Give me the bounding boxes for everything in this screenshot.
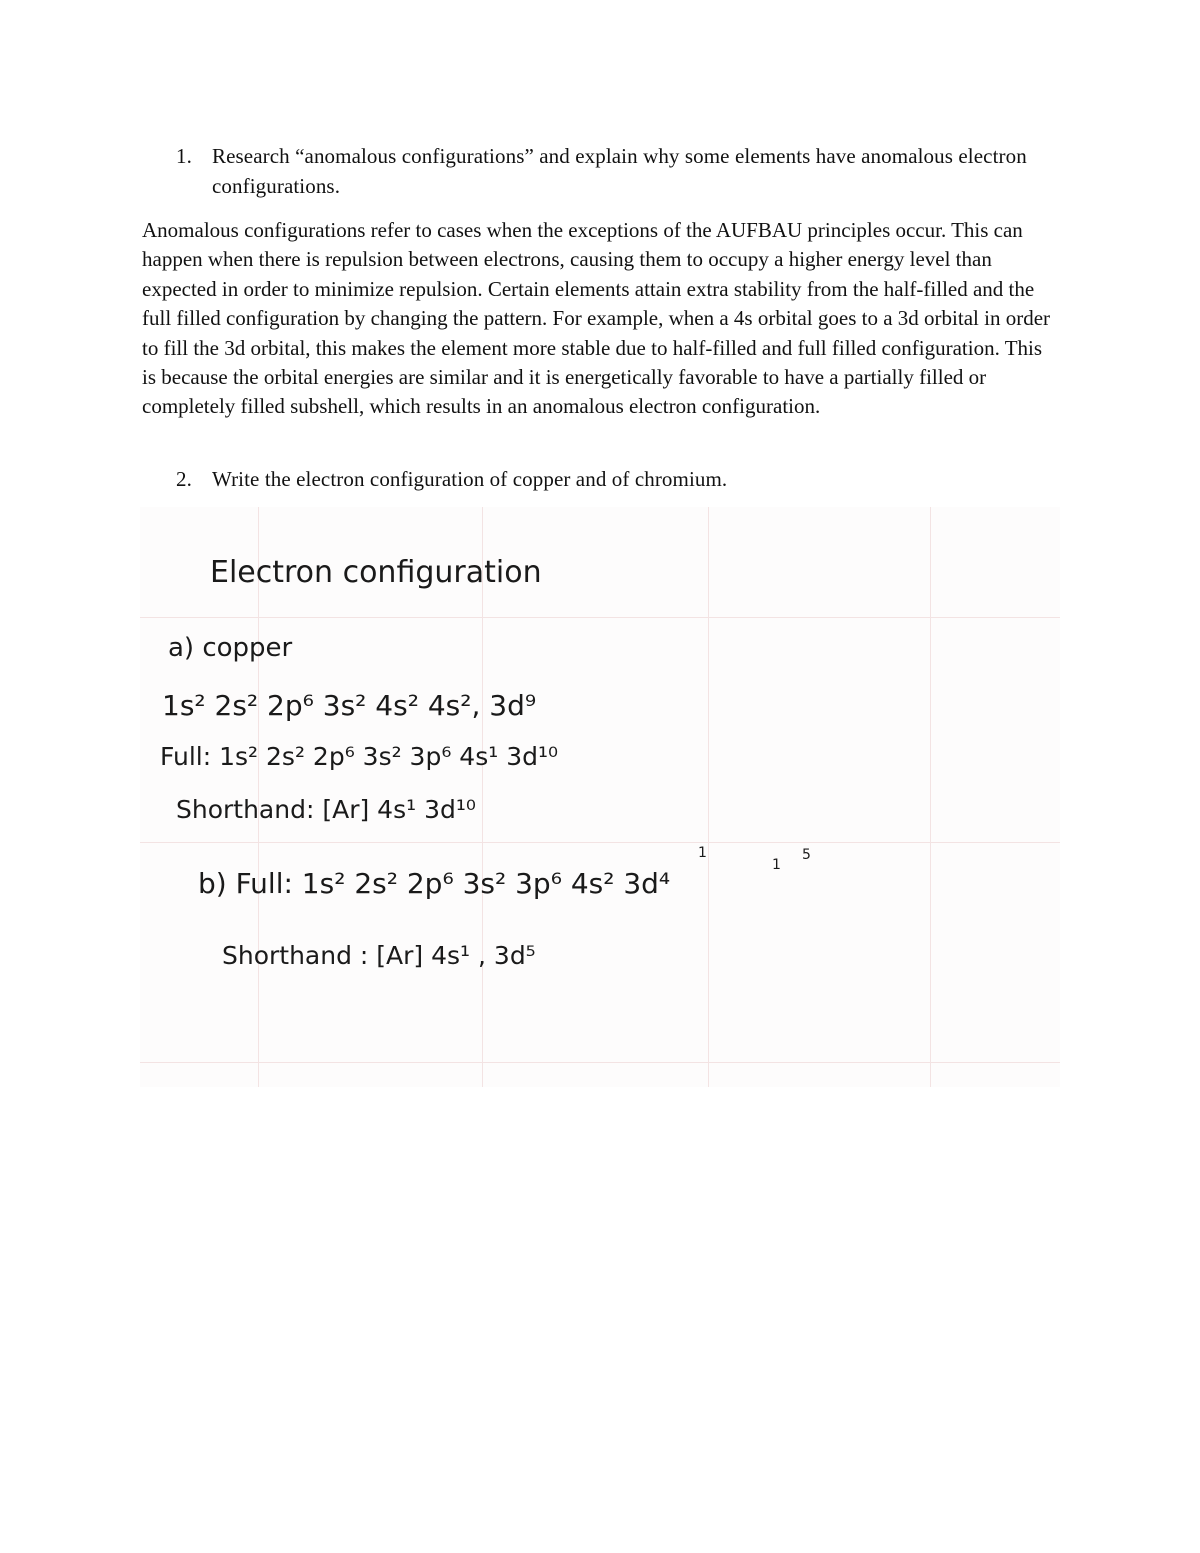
grid-line: [708, 507, 709, 1087]
question-2: [176, 464, 1066, 494]
grid-line: [930, 507, 931, 1087]
handwritten-correction: 1: [698, 845, 707, 861]
question-2-text: Write the electron configuration of copper and of chromium.: [212, 467, 728, 491]
handwritten-part-a-shorthand: Shorthand: [Ar] 4s¹ 3d¹⁰: [176, 795, 476, 824]
grid-line: [140, 617, 1060, 618]
question-1-text: Research “anomalous configurations” and explain why some elements have anomalous electron configurations.: [212, 144, 1027, 198]
grid-line: [482, 507, 483, 1087]
handwritten-part-a-label: a) copper: [168, 633, 293, 663]
question-1-number: 1.: [176, 144, 192, 168]
handwritten-answer-photo: [140, 507, 1060, 1087]
handwritten-correction: 1: [772, 857, 781, 873]
handwritten-part-a-full: Full: 1s² 2s² 2p⁶ 3s² 3p⁶ 4s¹ 3d¹⁰: [160, 742, 559, 771]
handwritten-part-b-shorthand: Shorthand : [Ar] 4s¹ , 3d⁵: [222, 941, 536, 970]
handwritten-part-a-line1: 1s² 2s² 2p⁶ 3s² 4s² 4s², 3d⁹: [162, 689, 537, 722]
answer-1: Anomalous configurations refer to cases when the exceptions of the AUFBAU principles occur. This can happen when there is repulsion between electrons, causing them to occupy a higher energy level than expected in order to minimize repulsion. Certain elements attain extra stability from the half-filled and the full filled configuration by changing the pattern. For example, when a 4s orbital goes to a 3d orbital in order to fill the 3d orbital, this makes the element more stable due to half-filled and full filled configuration. This is because the orbital energies are similar and it is energetically favorable to have a partially filled or completely filled subshell, which results in an anomalous electron configuration.: [142, 218, 1051, 419]
handwritten-correction: 5: [802, 847, 811, 863]
grid-line: [140, 842, 1060, 843]
handwritten-part-b-full: b) Full: 1s² 2s² 2p⁶ 3s² 3p⁶ 4s² 3d⁴: [198, 867, 671, 900]
handwritten-title: Electron configuration: [210, 555, 542, 590]
grid-line: [140, 1062, 1060, 1063]
question-2-number: 2.: [176, 467, 192, 491]
question-1: [176, 141, 1066, 201]
